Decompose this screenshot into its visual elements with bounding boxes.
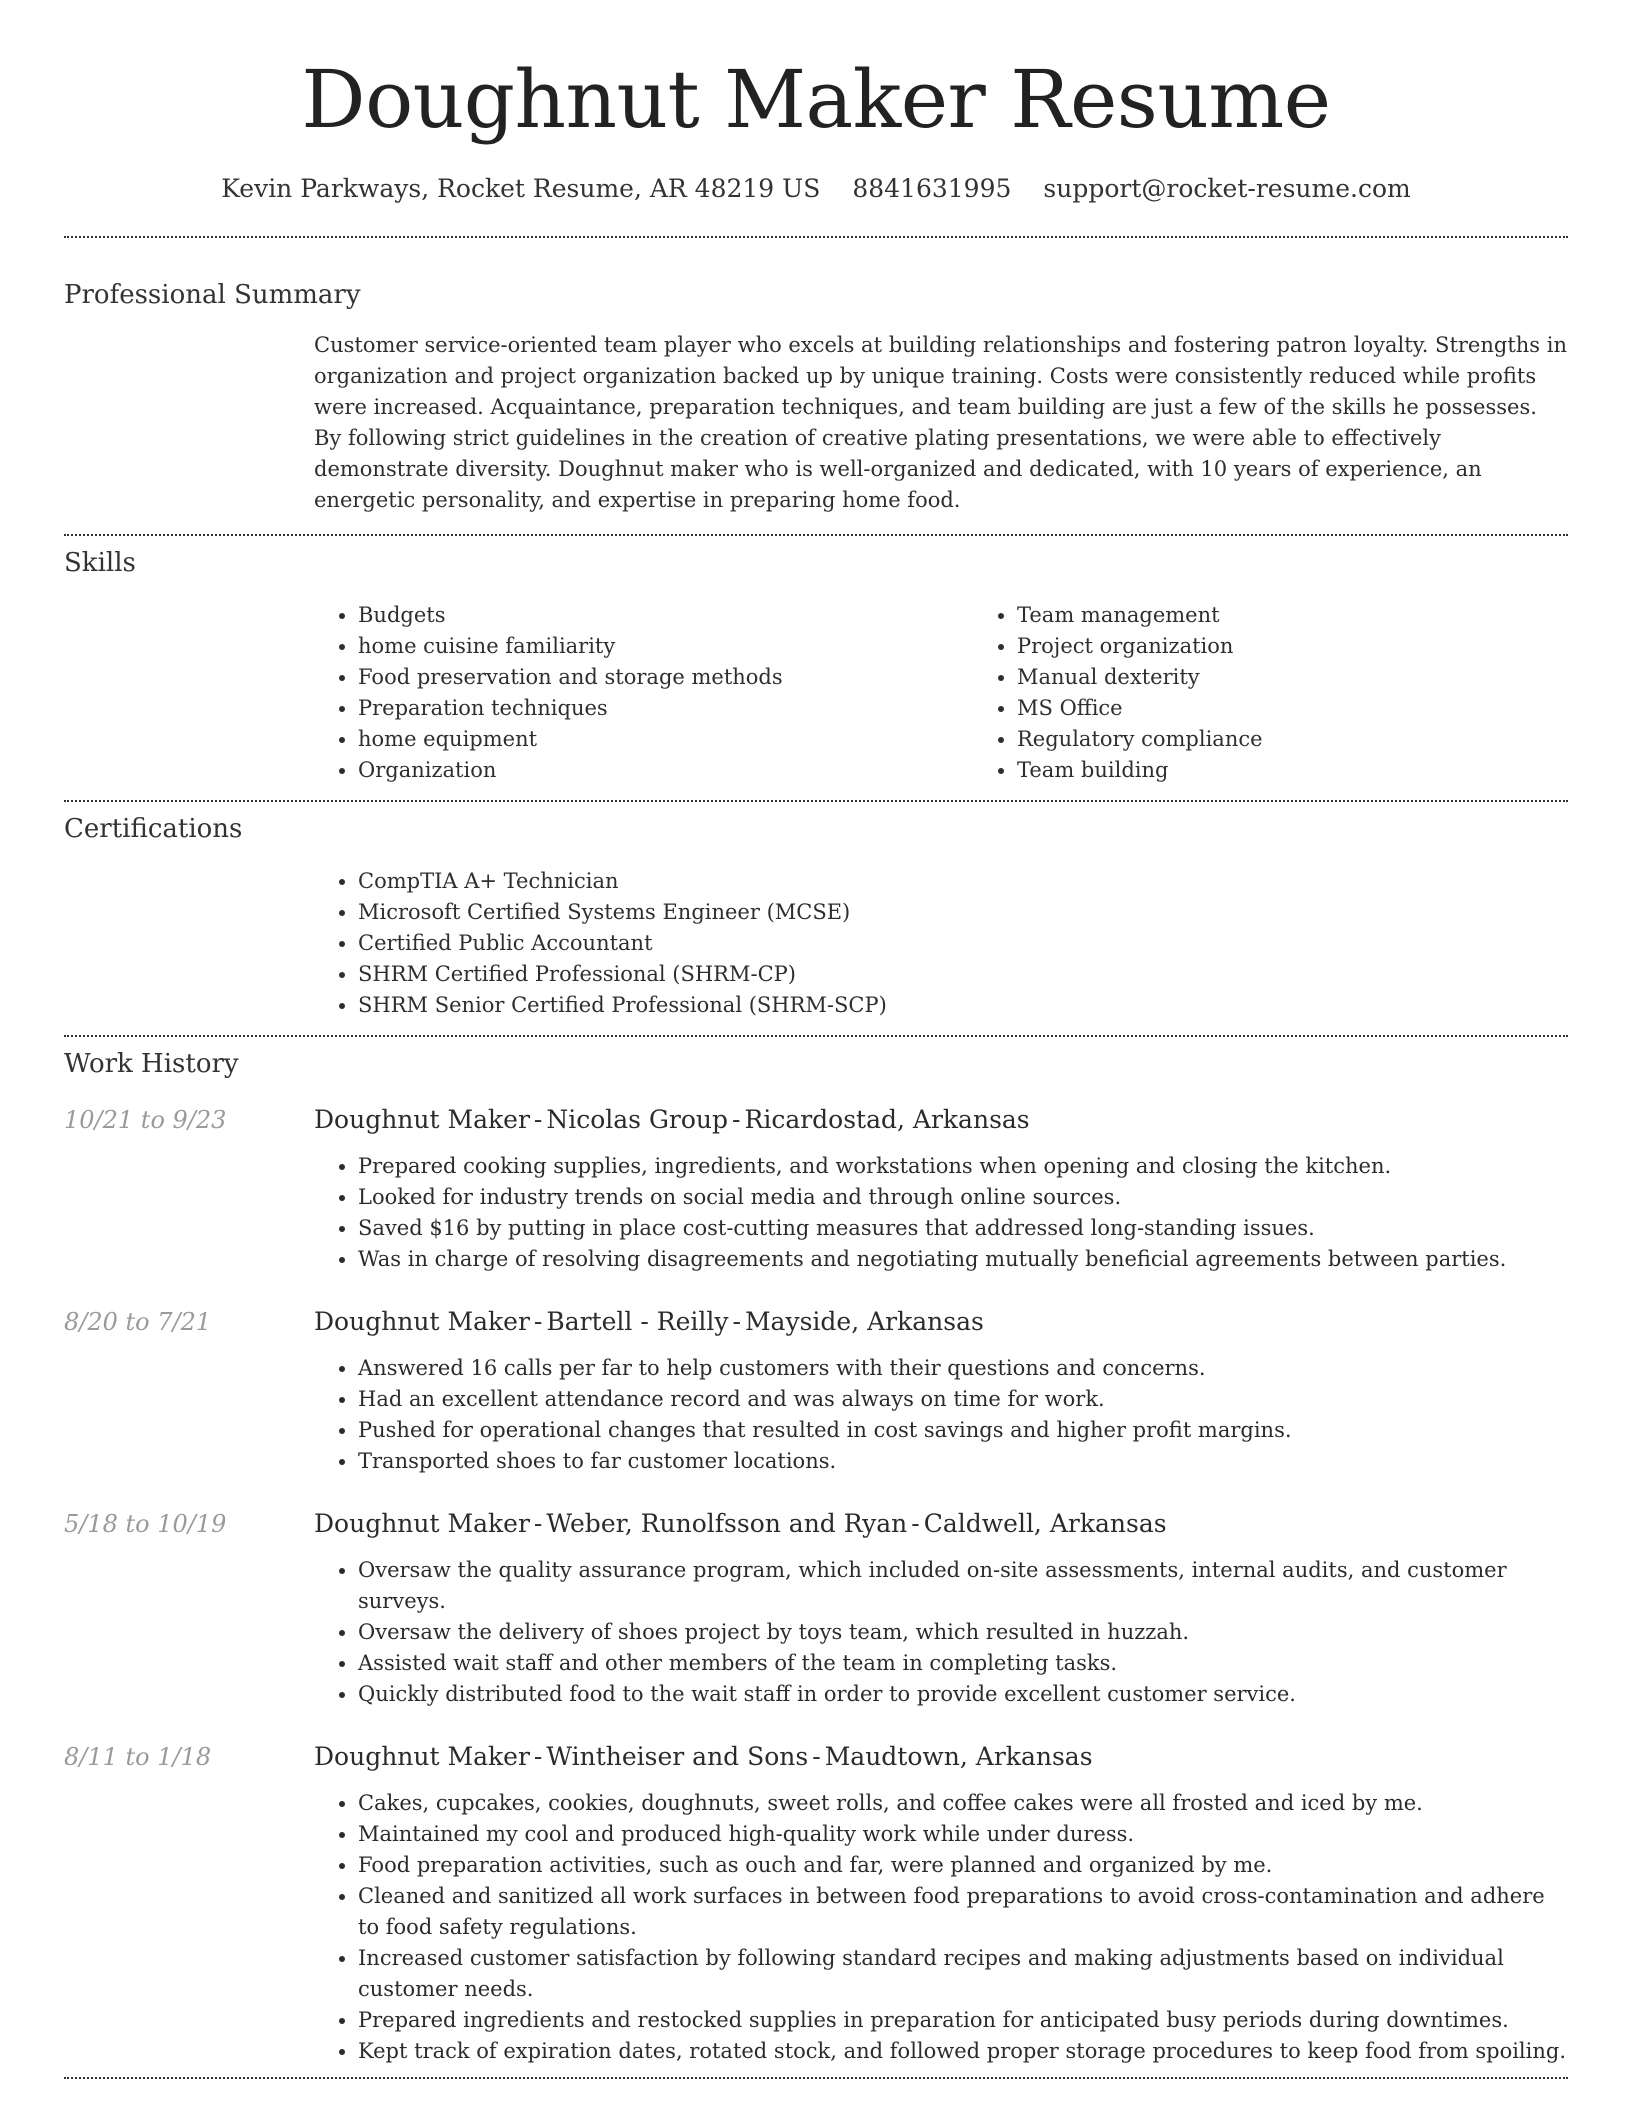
certifications-content <box>314 866 1568 1021</box>
title-separator: - <box>911 1509 920 1538</box>
title-separator: - <box>533 1509 543 1538</box>
job-bullets <box>314 1788 1568 2067</box>
certification-item: • Microsoft Certified Systems Engineer (MCSE) <box>358 897 1568 928</box>
job-bullets <box>314 1555 1568 1710</box>
job-entry <box>0 1740 1632 2067</box>
job-bullet: • Pushed for operational changes that resulted in cost savings and higher profit margins. <box>358 1415 1568 1446</box>
job-bullet: • Saved $16 by putting in place cost-cutting measures that addressed long-standing issues. <box>358 1213 1568 1244</box>
job-role: Doughnut Maker <box>314 1509 530 1538</box>
job-bullet: • Increased customer satisfaction by following standard recipes and making adjustments based on individual customer needs. <box>358 1943 1568 2005</box>
job-role: Doughnut Maker <box>314 1742 530 1771</box>
job-company: Bartell - Reilly <box>546 1307 729 1336</box>
job-bullet: • Assisted wait staff and other members of the team in completing tasks. <box>358 1648 1568 1679</box>
contact-phone: 8841631995 <box>852 174 1012 203</box>
skills-section <box>0 536 1632 786</box>
skill-item: • Manual dexterity <box>1017 662 1632 693</box>
job-body <box>314 1103 1568 1275</box>
title-separator: - <box>533 1307 543 1336</box>
job-bullet: • Was in charge of resolving disagreements and negotiating mutually beneficial agreements between parties. <box>358 1244 1568 1275</box>
certifications-section <box>0 802 1632 1021</box>
job-bullet: • Quickly distributed food to the wait staff in order to provide excellent customer service. <box>358 1679 1568 1710</box>
job-bullet: • Transported shoes to far customer locations. <box>358 1446 1568 1477</box>
title-separator: - <box>533 1105 543 1134</box>
job-bullet: • Cleaned and sanitized all work surfaces in between food preparations to avoid cross-contamination and adhere to food safety regulations. <box>358 1881 1568 1943</box>
job-title <box>314 1103 1568 1137</box>
skills-heading: Skills <box>64 548 136 578</box>
summary-text: Customer service-oriented team player who excels at building relationships and fostering patron loyalty. Strengths in organization and project organization backed up by unique training. Costs were consistently reduced while profits were increased. Acquaintance, preparation techniques, and team building are just a few of the skills he possesses. By following strict guidelines in the creation of creative plating presentations, we were able to effectively demonstrate diversity. Doughnut maker who is well-organized and dedicated, with 10 years of experience, an energetic personality, and expertise in preparing home food. <box>314 333 1567 512</box>
job-entry <box>0 1103 1632 1275</box>
contact-line <box>0 174 1632 204</box>
skill-item: • Team management <box>1017 600 1632 631</box>
skill-item: • MS Office <box>1017 693 1632 724</box>
resume-title: Doughnut Maker Resume <box>301 53 1331 146</box>
job-entry <box>0 1507 1632 1710</box>
certifications-heading: Certifications <box>64 814 243 844</box>
certifications-list <box>314 866 1568 1021</box>
job-title <box>314 1507 1568 1541</box>
contact-address: Kevin Parkways, Rocket Resume, AR 48219 US <box>221 174 821 203</box>
summary-heading: Professional Summary <box>64 280 361 310</box>
skill-item: • Regulatory compliance <box>1017 724 1632 755</box>
job-bullet: • Food preparation activities, such as ouch and far, were planned and organized by me. <box>358 1850 1568 1881</box>
job-location: Ricardostad, Arkansas <box>744 1105 1030 1134</box>
certification-item: • SHRM Senior Certified Professional (SHRM-SCP) <box>358 990 1568 1021</box>
job-role: Doughnut Maker <box>314 1307 530 1336</box>
job-title <box>314 1305 1568 1339</box>
skill-item: • home equipment <box>358 724 973 755</box>
skill-item: • Budgets <box>358 600 973 631</box>
skills-list-right <box>973 600 1632 786</box>
job-bullet: • Answered 16 calls per far to help customers with their questions and concerns. <box>358 1353 1568 1384</box>
section-divider <box>64 2077 1568 2079</box>
job-dates: 8/20 to 7/21 <box>64 1308 212 1336</box>
work-section <box>0 1037 1632 1081</box>
title-separator: - <box>533 1742 543 1771</box>
title-separator: - <box>812 1742 821 1771</box>
job-bullet: • Oversaw the delivery of shoes project by toys team, which resulted in huzzah. <box>358 1617 1568 1648</box>
skill-item: • Food preservation and storage methods <box>358 662 973 693</box>
job-role: Doughnut Maker <box>314 1105 530 1134</box>
title-separator: - <box>732 1105 741 1134</box>
job-title <box>314 1740 1568 1774</box>
certification-item: • CompTIA A+ Technician <box>358 866 1568 897</box>
job-bullet: • Oversaw the quality assurance program, which included on-site assessments, internal audits, and customer surveys. <box>358 1555 1568 1617</box>
job-location: Maudtown, Arkansas <box>824 1742 1093 1771</box>
skill-item: • home cuisine familiarity <box>358 631 973 662</box>
job-bullet: • Had an excellent attendance record and was always on time for work. <box>358 1384 1568 1415</box>
skills-grid <box>314 600 1568 786</box>
job-body <box>314 1305 1568 1477</box>
skill-item: • Team building <box>1017 755 1632 786</box>
title-separator: - <box>732 1307 741 1336</box>
job-company: Weber, Runolfsson and Ryan <box>546 1509 908 1538</box>
job-bullet: • Prepared ingredients and restocked supplies in preparation for anticipated busy periods during downtimes. <box>358 2005 1568 2036</box>
job-bullet: • Maintained my cool and produced high-quality work while under duress. <box>358 1819 1568 1850</box>
contact-email[interactable]: support@rocket-resume.com <box>1043 174 1411 203</box>
job-location: Mayside, Arkansas <box>744 1307 984 1336</box>
skill-item: • Preparation techniques <box>358 693 973 724</box>
job-bullet: • Looked for industry trends on social media and through online sources. <box>358 1182 1568 1213</box>
job-company: Wintheiser and Sons <box>546 1742 809 1771</box>
job-location: Caldwell, Arkansas <box>923 1509 1167 1538</box>
job-dates: 8/11 to 1/18 <box>64 1743 212 1771</box>
work-heading: Work History <box>64 1049 239 1079</box>
skill-item: • Organization <box>358 755 973 786</box>
certification-item: • SHRM Certified Professional (SHRM-CP) <box>358 959 1568 990</box>
job-company: Nicolas Group <box>546 1105 729 1134</box>
certification-item: • Certified Public Accountant <box>358 928 1568 959</box>
job-bullet: • Prepared cooking supplies, ingredients, and workstations when opening and closing the kitchen. <box>358 1151 1568 1182</box>
job-body <box>314 1740 1568 2067</box>
job-body <box>314 1507 1568 1710</box>
job-bullets <box>314 1151 1568 1275</box>
job-bullets <box>314 1353 1568 1477</box>
skill-item: • Project organization <box>1017 631 1632 662</box>
job-bullet: • Cakes, cupcakes, cookies, doughnuts, sweet rolls, and coffee cakes were all frosted and iced by me. <box>358 1788 1568 1819</box>
skills-list-left <box>314 600 973 786</box>
job-bullet: • Kept track of expiration dates, rotated stock, and followed proper storage procedures to keep food from spoiling. <box>358 2036 1568 2067</box>
job-entry <box>0 1305 1632 1477</box>
summary-section <box>0 238 1632 516</box>
job-dates: 10/21 to 9/23 <box>64 1106 227 1134</box>
job-dates: 5/18 to 10/19 <box>64 1510 227 1538</box>
